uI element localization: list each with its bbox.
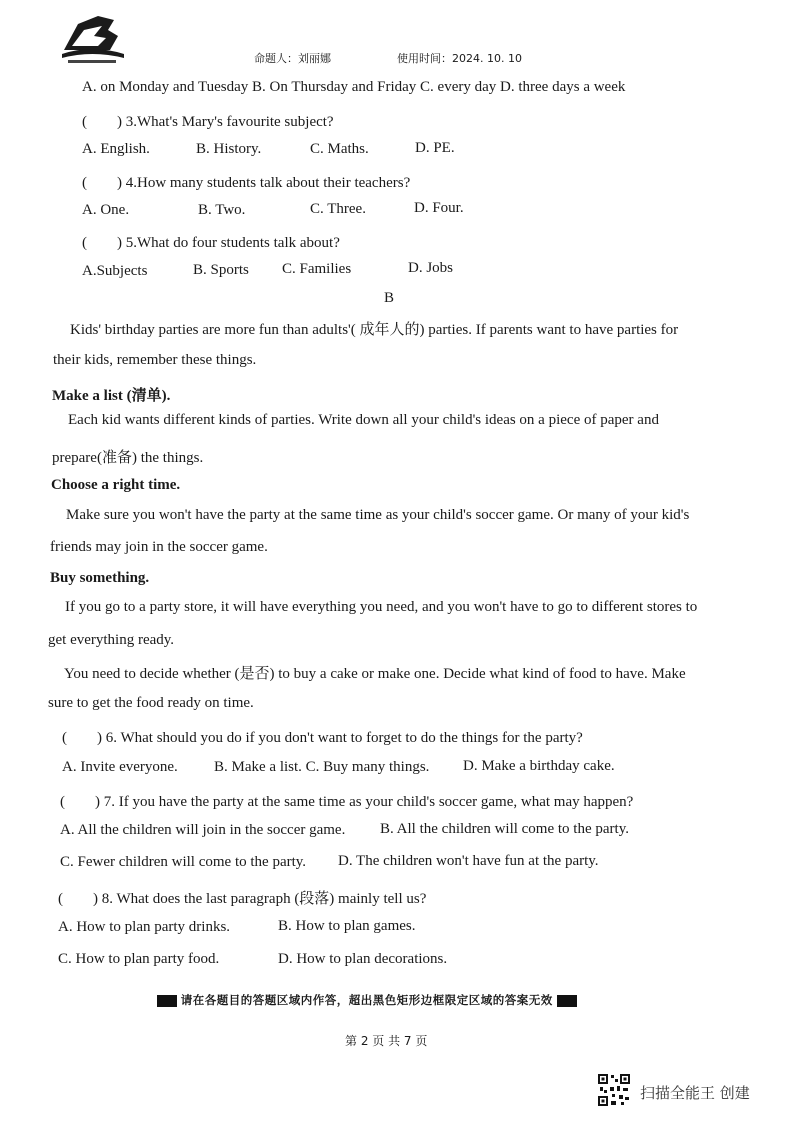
q6-option-d: D. Make a birthday cake. [463,758,615,774]
q6-option-bc: B. Make a list. C. Buy many things. [214,759,430,775]
q4-option-c: C. Three. [310,201,366,217]
page-number: 第 2 页 共 7 页 [345,1034,428,1048]
q6-stem: ( ) 6. What should you do if you don't want to forget to do the things for the party? [62,730,583,746]
q4-option-b: B. Two. [198,202,246,218]
q3-option-b: B. History. [196,141,262,157]
q5-option-b: B. Sports [193,262,249,278]
notice-text: 请在各题目的答题区域内作答，超出黑色矩形边框限定区域的答案无效 [180,993,553,1007]
paragraph-2-line-1: Make sure you won't have the party at the same time as your child's soccer game. Or many of your kid's [66,507,690,523]
q8-option-c: C. How to plan party food. [58,951,220,967]
date-label: 使用时间：2024. 10. 10 [397,52,522,65]
section-title-b: B [384,290,395,306]
paragraph-2-line-2: friends may join in the soccer game. [50,539,268,555]
paragraph-1-line-2: prepare(准备) the things. [52,450,204,466]
q3-option-d: D. PE. [415,140,455,156]
q4-option-a: A. One. [82,202,130,218]
q8-option-b: B. How to plan games. [278,918,416,934]
q7-option-a: A. All the children will join in the soccer game. [60,822,346,838]
q3-stem: ( ) 3.What's Mary's favourite subject? [82,114,334,130]
heading-make-a-list: Make a list (清单). [52,388,171,404]
qr-code-icon [597,1073,631,1107]
paragraph-4-line-1: You need to decide whether (是否) to buy a cake or make one. Decide what kind of food to have. Make [64,666,686,682]
q7-stem: ( ) 7. If you have the party at the same time as your child's soccer game, what may happen? [60,794,634,810]
q6-option-a: A. Invite everyone. [62,759,178,775]
heading-buy-something: Buy something. [50,570,150,586]
q2-options: A. on Monday and Tuesday B. On Thursday and Friday C. every day D. three days a week [82,79,626,95]
school-logo [58,10,128,68]
q3-option-a: A. English. [82,141,150,157]
q7-option-d: D. The children won't have fun at the party. [338,853,599,869]
q7-option-c: C. Fewer children will come to the party. [60,854,307,870]
q4-option-d: D. Four. [414,200,464,216]
q5-option-d: D. Jobs [408,260,454,276]
q3-option-c: C. Maths. [310,141,369,157]
q8-option-a: A. How to plan party drinks. [58,919,231,935]
q8-stem: ( ) 8. What does the last paragraph (段落) mainly tell us? [58,891,427,907]
passage-intro-line-2: their kids, remember these things. [53,352,257,368]
q7-option-b: B. All the children will come to the party. [380,821,629,837]
q5-option-a: A.Subjects [82,263,148,279]
q5-option-c: C. Families [282,261,352,277]
author-label: 命题人：刘丽娜 [254,52,331,65]
paragraph-4-line-2: sure to get the food ready on time. [48,695,254,711]
q8-option-d: D. How to plan decorations. [278,951,448,967]
paragraph-3-line-2: get everything ready. [48,632,175,648]
passage-intro-line-1: Kids' birthday parties are more fun than adults'( 成年人的) parties. If parents want to have parties for [70,322,679,338]
answer-area-notice [157,992,577,1009]
black-marker-left [157,995,177,1007]
heading-choose-time: Choose a right time. [51,477,181,493]
q5-stem: ( ) 5.What do four students talk about? [82,235,340,251]
scanner-watermark: 扫描全能王 创建 [640,1084,750,1102]
paragraph-3-line-1: If you go to a party store, it will have everything you need, and you won't have to go to different stores to [65,599,698,615]
q4-stem: ( ) 4.How many students talk about their teachers? [82,175,411,191]
black-marker-right [557,995,577,1007]
paragraph-1-line-1: Each kid wants different kinds of parties. Write down all your child's ideas on a piece of paper and [68,412,659,428]
